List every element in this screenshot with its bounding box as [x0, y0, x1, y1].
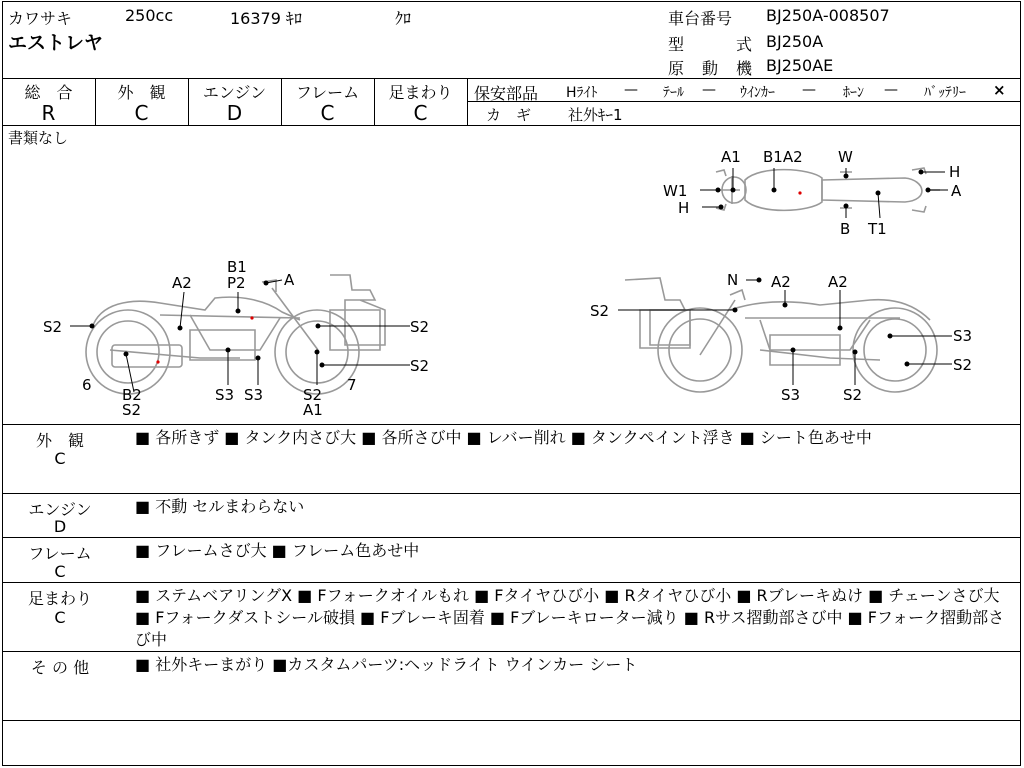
diagram-label: S2	[953, 356, 973, 374]
diagram-label: T1	[868, 220, 887, 238]
safety-item-mark: —	[884, 82, 898, 98]
section-grade: C	[54, 562, 66, 581]
grade-label: エンジン	[202, 83, 267, 102]
diagram-label: S3	[953, 327, 973, 345]
maker: カワサキ	[8, 9, 73, 28]
diagram-label: B1	[227, 258, 247, 276]
damage-dots	[90, 170, 931, 368]
safety-item-name: ﾃｰﾙ	[663, 85, 684, 101]
diagram-label: B2	[122, 386, 142, 404]
diagram-label: S2	[843, 386, 863, 404]
documents-note: 書類なし	[8, 129, 69, 147]
section-grade: C	[54, 449, 66, 468]
diagram-label: W	[838, 148, 853, 166]
engine-label-3: 機	[736, 59, 753, 78]
key-value: 社外ｷｰ1	[568, 106, 623, 124]
diagram-label: A	[951, 182, 962, 200]
frame-no-label: 車台番号	[668, 9, 733, 28]
diagram-label: W1	[663, 182, 688, 200]
safety-item-name: ｳｲﾝｶｰ	[740, 85, 775, 101]
type-value: BJ250A	[766, 32, 824, 51]
divider	[2, 78, 1021, 79]
section-title: そ の 他	[30, 658, 90, 677]
section-text: ■ 社外キーまがり ■カスタムパーツ:ヘッドライト ウインカー シート	[135, 655, 638, 674]
divider	[2, 720, 1021, 721]
diagram-label: 7	[347, 376, 357, 394]
engine-label-1: 原	[668, 59, 685, 78]
diagram-label: S2	[410, 357, 430, 375]
diagram-label: S3	[215, 386, 235, 404]
divider	[2, 582, 1021, 583]
diagram-label: H	[949, 163, 961, 181]
divider	[2, 125, 1021, 126]
safety-item-mark: —	[624, 82, 638, 98]
diagram-label: S3	[244, 386, 264, 404]
section-text: ■ フレームさび大 ■ フレーム色あせ中	[135, 541, 420, 560]
type-label-1: 型	[668, 35, 685, 54]
engine-value: BJ250AE	[766, 56, 834, 75]
grade-label: 外 観	[117, 83, 166, 102]
safety-item-name: ﾎｰﾝ	[843, 85, 864, 101]
diagram-label: S2	[590, 302, 610, 320]
grade-value: R	[41, 101, 56, 125]
safety-item-mark: —	[802, 82, 816, 98]
key-label: カ ギ	[486, 106, 532, 124]
safety-item-name: ﾊﾞｯﾃﾘｰ	[924, 85, 966, 101]
section-text: ■ 各所きず ■ タンク内さび大 ■ 各所さび中 ■ レバー削れ ■ タンクペイント浮き ■ シート色あせ中	[135, 428, 872, 447]
diagram-label: S2	[410, 318, 430, 336]
divider	[2, 537, 1021, 538]
section-title: フレーム	[28, 544, 92, 563]
diagram-label: 6	[82, 376, 92, 394]
grade-value: D	[226, 101, 243, 125]
diagram-label: A2	[172, 274, 192, 292]
diagram-label: H	[678, 199, 690, 217]
section-grade: D	[53, 517, 67, 536]
diagram-label: B1A2	[763, 148, 803, 166]
grade-value: C	[413, 101, 428, 125]
grade-value: C	[320, 101, 335, 125]
diagram-label: A1	[721, 148, 741, 166]
model-name: エストレヤ	[8, 32, 104, 54]
diagram-label: B	[840, 220, 851, 238]
section-title: 外 観	[35, 431, 84, 450]
grade-label: 足まわり	[388, 83, 453, 102]
diagram-label: A2	[828, 273, 848, 291]
section-title: エンジン	[28, 500, 92, 519]
damage-diagram	[0, 140, 1024, 425]
grade-label: フレーム	[295, 83, 360, 102]
divider	[2, 424, 1021, 425]
diagram-label: S3	[781, 386, 801, 404]
safety-item-name: Hﾗｲﾄ	[566, 85, 598, 101]
safety-item-mark: ×	[993, 81, 1006, 99]
displacement: 250cc	[125, 6, 174, 25]
diagram-label: N	[727, 271, 739, 289]
safety-item-mark: —	[702, 82, 716, 98]
section-grade: C	[54, 608, 66, 627]
diagram-label: S2	[122, 401, 142, 419]
mileage: 16379 ｷﾛ	[230, 9, 302, 28]
engine-label-2: 動	[702, 59, 719, 78]
frame-no: BJ250A-008507	[766, 6, 890, 25]
diagram-label: A2	[771, 273, 791, 291]
diagram-label: P2	[227, 274, 246, 292]
section-text: ■ ステムベアリングX ■ Fフォークオイルもれ ■ Fタイヤひび小 ■ Rタイヤひび小 ■ Rブレーキぬけ ■ チェーンさび大 ■ Fフォークダストシール破損 ■ Fブレーキ固着 ■ Fブレーキローター減り ■ Rサス摺動部さび中 ■ Fフォーク摺動部さび中	[135, 586, 1005, 649]
safety-label: 保安部品	[474, 84, 539, 103]
top-view-bike	[716, 168, 940, 212]
grade-value: C	[134, 101, 149, 125]
diagram-label: A	[284, 271, 295, 289]
color: ｸﾛ	[395, 9, 412, 28]
divider	[2, 493, 1021, 494]
divider	[2, 651, 1021, 652]
diagram-label: A1	[303, 401, 323, 419]
diagram-label: S2	[303, 386, 323, 404]
grade-label: 総 合	[24, 83, 73, 102]
section-title: 足まわり	[27, 589, 92, 608]
section-text: ■ 不動 セルまわらない	[135, 497, 305, 516]
divider	[467, 78, 468, 125]
diagram-label: S2	[43, 318, 63, 336]
type-label-2: 式	[736, 35, 753, 54]
